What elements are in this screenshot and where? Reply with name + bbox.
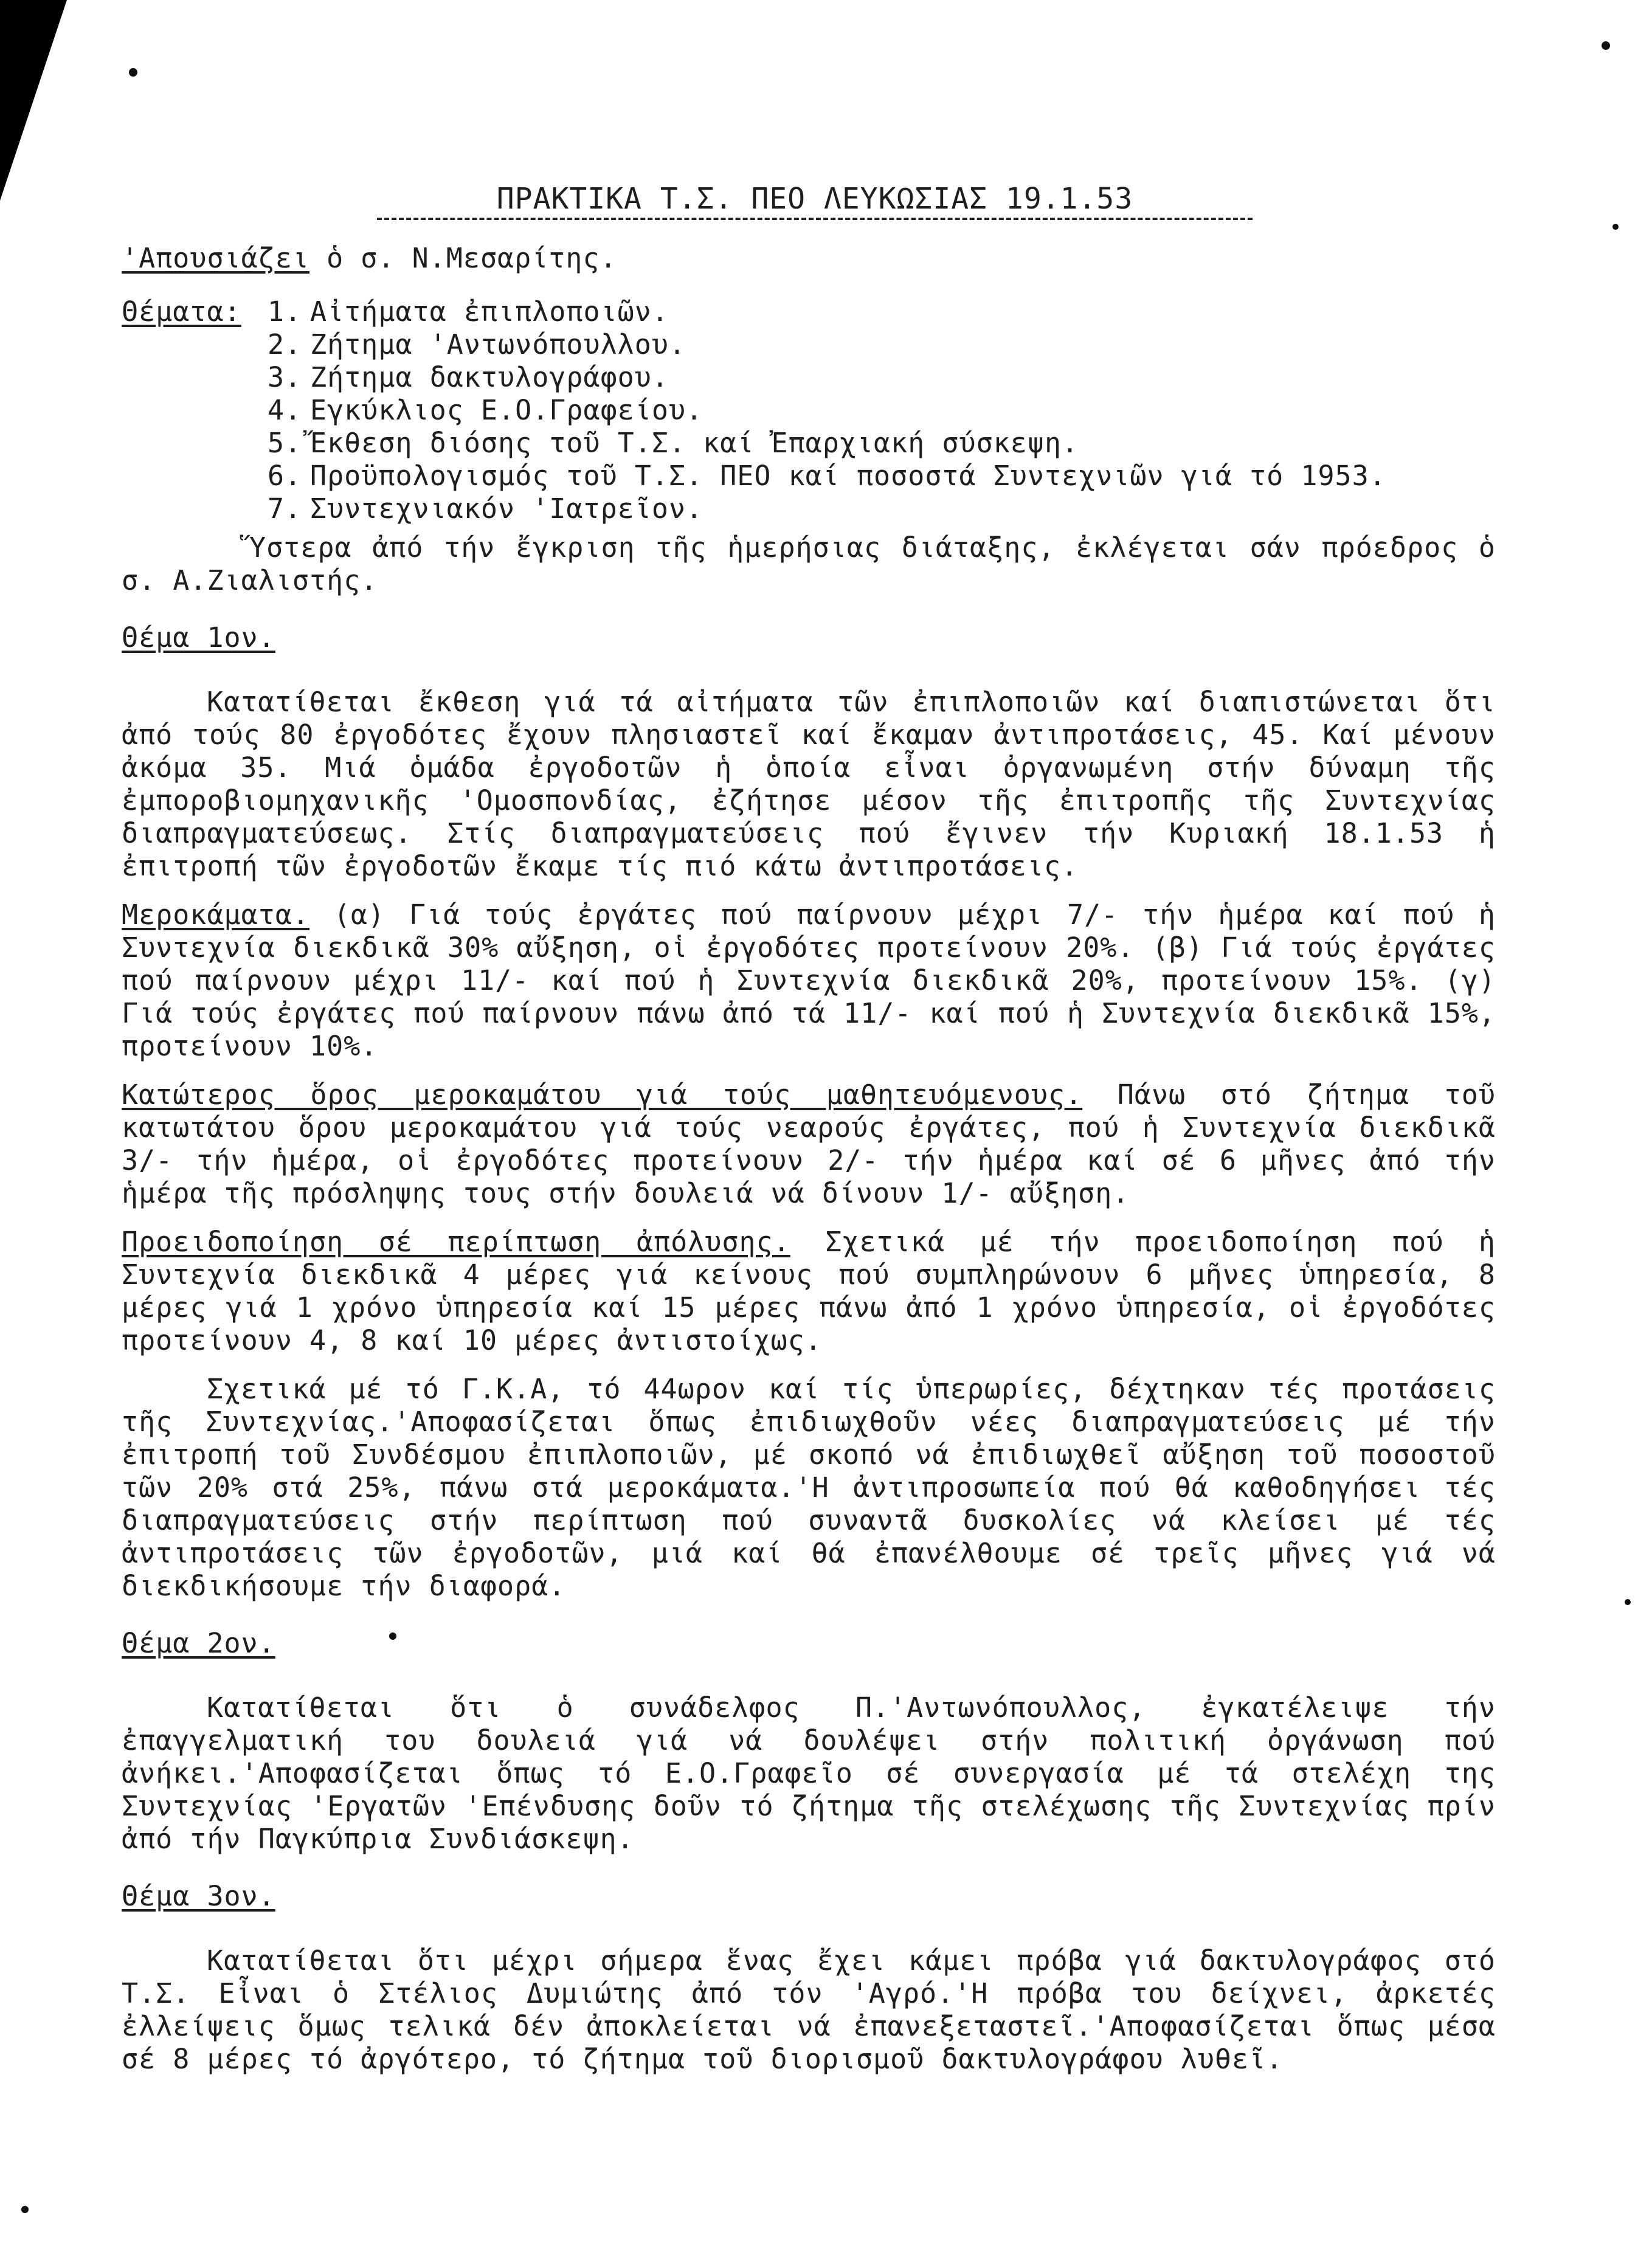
absence-line — [122, 242, 1496, 275]
absent-text: ὁ σ. Ν.Μεσαρίτης. — [327, 242, 617, 274]
dismissal-notice-label: Προειδοποίηση σέ περίπτωση ἀπόλυσης. — [122, 1226, 790, 1258]
section3-paragraph-1: Κατατίθεται ὅτι μέχρι σήμερα ἕνας ἔχει κάμει πρόβα γιά δακτυλογράφος στό Τ.Σ. Εἶναι ὁ Στέλιος Δυμιώτης ἀπό τόν 'Αγρό.'Η πρόβα του δείχνει, ἀρκετές ἐλλείψεις ὅμως τελικά δέν ἀποκλείεται νά ἐπανεξεταστεῖ.'Αποφασίζεται ὅπως μέσα σέ 8 μέρες τό ἀργότερο, τό ζήτημα τοῦ διορισμοῦ δακτυλογράφου λυθεῖ. — [122, 1944, 1496, 2075]
topics-label: Θέματα: — [122, 295, 241, 328]
topic-item: 4. Εγκύκλιος Ε.Ο.Γραφείου. — [268, 394, 703, 426]
document-page — [122, 182, 1496, 2092]
topic-item: 2. Ζήτημα 'Αντωνόπουλλου. — [268, 328, 686, 361]
topic-item: 6. Προϋπολογισμός τοῦ Τ.Σ. ΠΕΟ καί ποσοστά Συντεχνιῶν γιά τό 1953. — [268, 460, 1386, 492]
section1-paragraph-4: Προειδοποίηση σέ περίπτωση ἀπόλυσης. Σχετικά μέ τήν προειδοποίηση πού ἡ Συντεχνία διεκδικᾶ 4 μέρες γιά κείνους πού συμπληρώνουν 6 μῆνες ὑπηρεσία, 8 μέρες γιά 1 χρόνο ὑπηρεσία καί 15 μέρες πάνω ἀπό 1 χρόνο ὑπηρεσία, οἱ ἐργοδότες προτείνουν 4, 8 καί 10 μέρες ἀντιστοίχως. — [122, 1226, 1496, 1356]
topics-list — [268, 295, 1386, 525]
topic-item: 1. Αἰτήματα ἐπιπλοποιῶν. — [268, 295, 669, 328]
topic-item: 7. Συντεχνιακόν 'Ιατρεῖον. — [268, 492, 703, 525]
topics-block — [122, 295, 1496, 525]
document-title: ΠΡΑΚΤΙΚΑ Τ.Σ. ΠΕΟ ΛΕΥΚΩΣΙΑΣ 19.1.53 — [496, 182, 1133, 216]
section-heading-2: Θέμα 2ον. — [122, 1627, 275, 1659]
section2-paragraph-1: Κατατίθεται ὅτι ὁ συνάδελφος Π.'Αντωνόπουλλος, ἐγκατέλειψε τήν ἐπαγγελματική του δουλειά γιά νά δουλέψει στήν πολιτική ὀργάνωση πού ἀνήκει.'Αποφασίζεται ὅπως τό Ε.Ο.Γραφεῖο σέ συνεργασία μέ τά στελέχη της Συντεχνίας 'Εργατῶν 'Επένδυσης δοῦν τό ζήτημα τῆς στελέχωσης τῆς Συντεχνίας πρίν ἀπό τήν Παγκύπρια Συνδιάσκεψη. — [122, 1691, 1496, 1855]
topic-item: 5. Ἔκθεση διόσης τοῦ Τ.Σ. καί Ἐπαρχιακή σύσκεψη. — [268, 427, 1079, 459]
scan-corner-shadow — [0, 0, 67, 201]
min-wage-label: Κατώτερος ὅρος μεροκαμάτου γιά τούς μαθητευόμενους. — [122, 1079, 1083, 1111]
section1-paragraph-1: Κατατίθεται ἔκθεση γιά τά αἰτήματα τῶν ἐπιπλοποιῶν καί διαπιστώνεται ὅτι ἀπό τούς 80 ἐργοδότες ἔχουν πλησιαστεῖ καί ἔκαμαν ἀντιπροτάσεις, 45. Καί μένουν ἀκόμα 35. Μιά ὁμάδα ἐργοδοτῶν ἡ ὁποία εἶναι ὀργανωμένη στήν δύναμη τῆς ἐμποροβιομηχανικῆς 'Ομοσπονδίας, ἐζήτησε μέσον τῆς ἐπιτροπῆς τῆς Συντεχνίας διαπραγματεύσεως. Στίς διαπραγματεύσεις πού ἔγινεν τήν Κυριακή 18.1.53 ἡ ἐπιτροπή τῶν ἐργοδοτῶν ἔκαμε τίς πιό κάτω ἀντιπροτάσεις. — [122, 686, 1496, 882]
section-heading-3: Θέμα 3ον. — [122, 1880, 275, 1912]
scan-speck — [129, 68, 137, 77]
intro-paragraph: Ὕστερα ἀπό τήν ἔγκριση τῆς ἡμερήσιας διάταξης, ἐκλέγεται σάν πρόεδρος ὁ σ. Α.Ζιαλιστής. — [122, 531, 1496, 596]
section1-paragraph-5: Σχετικά μέ τό Γ.Κ.Α, τό 44ωρον καί τίς ὑπερωρίες, δέχτηκαν τές προτάσεις τῆς Συντεχνίας.'Αποφασίζεται ὅπως ἐπιδιωχθοῦν νέες διαπραγματεύσεις μέ τήν ἐπιτροπή τοῦ Συνδέσμου ἐπιπλοποιῶν, μέ σκοπό νά ἐπιδιωχθεῖ αὔξηση τοῦ ποσοστοῦ τῶν 20% στά 25%, πάνω στά μεροκάματα.'Η ἀντιπροσωπεία πού θά καθοδηγήσει τές διαπραγματεύσεις στήν περίπτωση πού συναντᾶ δυσκολίες νά κλείσει μέ τές ἀντιπροτάσεις τῶν ἐργοδοτῶν, μιά καί θά ἐπανέλθουμε σέ τρεῖς μῆνες γιά νά διεκδικήσουμε τήν διαφορά. — [122, 1373, 1496, 1602]
scan-speck — [1625, 1599, 1631, 1605]
scan-speck — [1602, 41, 1610, 50]
wages-label: Μεροκάματα. — [122, 899, 310, 931]
section-heading-1: Θέμα 1ον. — [122, 621, 275, 654]
absent-label: 'Απουσιάζει — [122, 242, 310, 274]
title-underline — [377, 218, 1253, 224]
topic-item: 3. Ζήτημα δακτυλογράφου. — [268, 361, 669, 393]
scan-speck — [21, 2206, 29, 2213]
section1-paragraph-2: Μεροκάματα. (α) Γιά τούς ἐργάτες πού παίρνουν μέχρι 7/- τήν ἡμέρα καί πού ἡ Συντεχνία διεκδικᾶ 30% αὔξηση, οἱ ἐργοδότες προτείνουν 20%. (β) Γιά τούς ἐργάτες πού παίρνουν μέχρι 11/- καί πού ἡ Συντεχνία διεκδικᾶ 20%, προτείνουν 15%. (γ) Γιά τούς ἐργάτες πού παίρνουν πάνω ἀπό τά 11/- καί πού ἡ Συντεχνία διεκδικᾶ 15%, προτείνουν 10%. — [122, 899, 1496, 1062]
scan-speck — [1612, 224, 1619, 230]
section1-paragraph-3: Κατώτερος ὅρος μεροκαμάτου γιά τούς μαθητευόμενους. Πάνω στό ζήτημα τοῦ κατωτάτου ὅρου μεροκαμάτου γιά τούς νεαρούς ἐργάτες, πού ἡ Συντεχνία διεκδικᾶ 3/- τήν ἡμέρα, οἱ ἐργοδότες προτείνουν 2/- τήν ἡμέρα καί σέ 6 μῆνες ἀπό τήν ἡμέρα τῆς πρόσληψης τους στήν δουλειά νά δίνουν 1/- αὔξηση. — [122, 1079, 1496, 1209]
